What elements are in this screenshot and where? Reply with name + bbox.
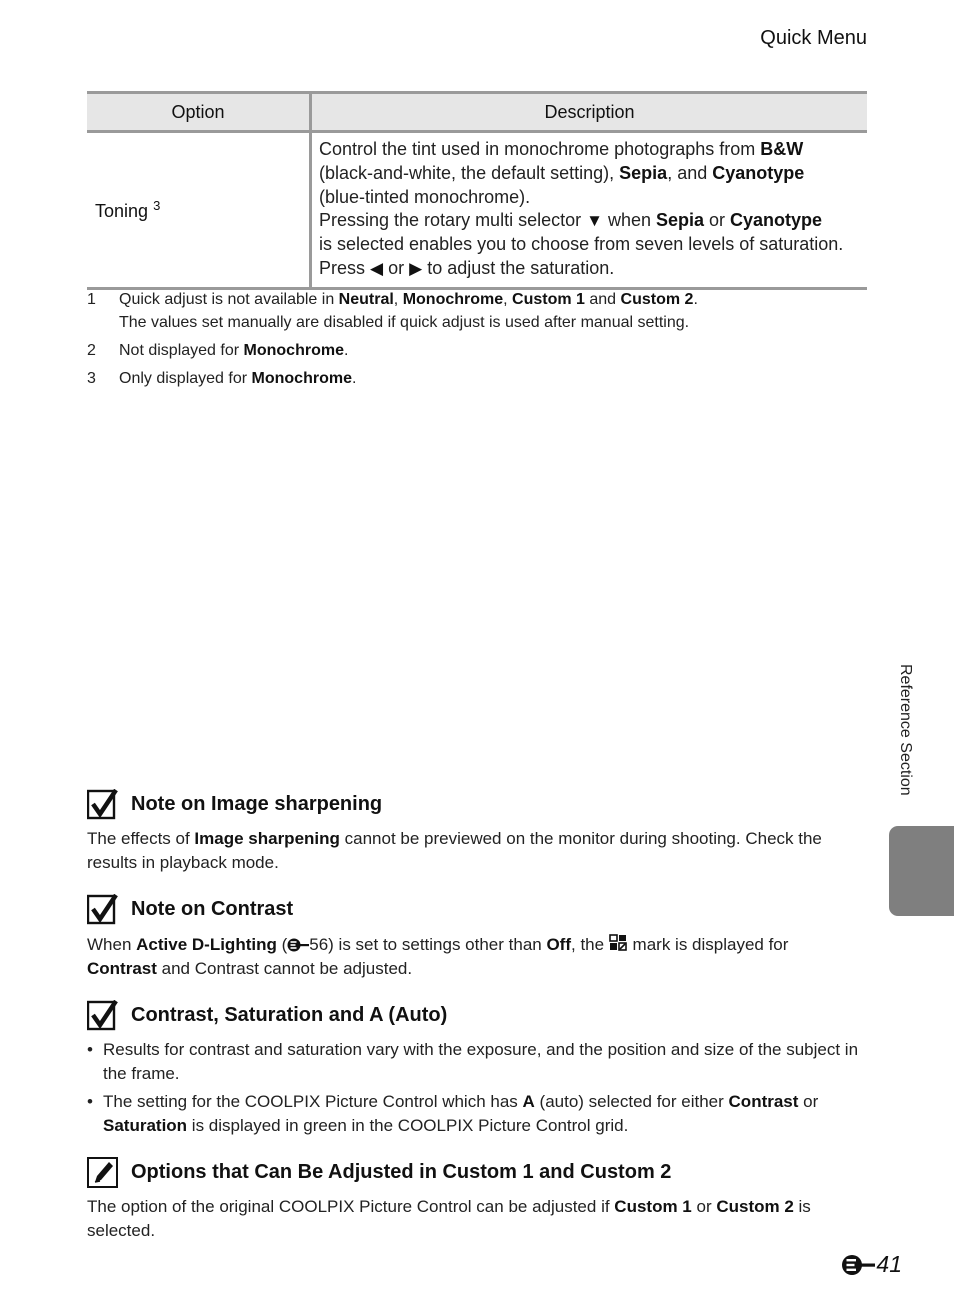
section-side-label: Reference Section	[897, 664, 914, 796]
checkmark-note-icon	[87, 789, 118, 820]
section-tab	[889, 826, 954, 916]
note-body-contrast: When Active D-Lighting ( 56) is set to settings other than Off, the mark is displayed for Contrast and Contrast cannot be adjusted.	[87, 935, 789, 978]
list-item: • The setting for the COOLPIX Picture Control which has A (auto) selected for either Contrast or Saturation is displayed in green in the COOLPIX Picture Control grid.	[87, 1092, 819, 1135]
note-heading-custom: Options that Can Be Adjusted in Custom 1 and Custom 2	[87, 1155, 671, 1189]
note-heading-auto: Contrast, Saturation and A (Auto)	[87, 998, 447, 1032]
list-item: • Results for contrast and saturation vary with the exposure, and the position and size of the subject in the frame.	[87, 1040, 859, 1083]
picture-control-mark-icon	[609, 934, 628, 952]
column-header-option: Option	[87, 93, 311, 132]
footnote-ref: 3	[153, 197, 161, 213]
reference-section-icon	[841, 1254, 875, 1276]
running-header: Quick Menu	[760, 27, 867, 49]
option-name: Toning	[95, 200, 149, 221]
pencil-note-icon	[87, 1157, 118, 1188]
bullet-glyph: •	[87, 1040, 93, 1059]
note-body-custom: The option of the original COOLPIX Picture Control can be adjusted if Custom 1 or Custom 2 is selected.	[87, 1197, 811, 1240]
page-number: 41	[841, 1251, 902, 1278]
footnote-1: 1 Quick adjust is not available in Neutral, Monochrome, Custom 1 and Custom 2. The values set manually are disabled if quick adjust is used after manual setting.	[87, 291, 698, 331]
right-arrow-icon: ▶	[409, 258, 423, 278]
footnote-2: 2 Not displayed for Monochrome.	[87, 342, 349, 359]
table-row	[87, 132, 867, 289]
note-heading-sharpening: Note on Image sharpening	[87, 787, 382, 821]
table-header-row	[87, 93, 867, 132]
footnote-3: 3 Only displayed for Monochrome.	[87, 370, 357, 387]
checkmark-note-icon	[87, 894, 118, 925]
column-header-description: Description	[311, 93, 868, 132]
description-cell: Control the tint used in monochrome photographs from B&W (black-and-white, the default setting), Sepia, and Cyanotype (blue-tinted monochrome). Pressing the rotary multi selector ▼ when Sepia or Cyanotype is selected enables you to choose from seven levels of saturation. Press ◀ or ▶ to adjust the saturation.	[311, 132, 868, 289]
down-arrow-icon: ▼	[586, 211, 603, 231]
bullet-glyph: •	[87, 1092, 93, 1111]
option-cell	[87, 132, 311, 289]
checkmark-note-icon	[87, 1000, 118, 1031]
options-table	[87, 91, 867, 290]
note-heading-contrast: Note on Contrast	[87, 892, 293, 926]
left-arrow-icon: ◀	[370, 258, 384, 278]
note-body-sharpening: The effects of Image sharpening cannot be previewed on the monitor during shooting. Check the results in playback mode.	[87, 829, 822, 872]
reference-section-icon	[287, 938, 309, 952]
